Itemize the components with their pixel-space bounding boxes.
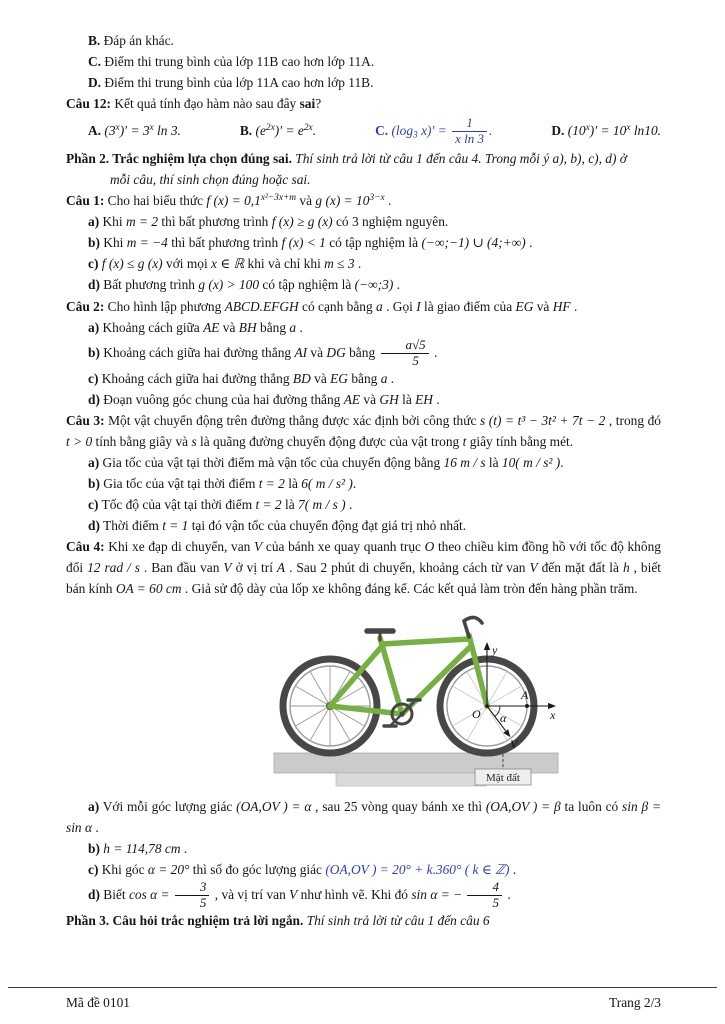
text-run: là (485, 454, 502, 470)
section-3-header (66, 910, 661, 931)
text-run: có cạnh bằng (298, 298, 377, 314)
answer-option-b (66, 30, 661, 51)
question-4-d (66, 880, 661, 910)
text-run: V (254, 539, 263, 555)
text-run: Câu 1: (66, 193, 105, 209)
question-3-d (66, 515, 661, 536)
text-run: t = 2 (255, 496, 282, 512)
text-run: 2x (265, 123, 275, 134)
answer-option-d (66, 72, 661, 93)
text-run: A. (88, 123, 105, 139)
text-run: DG (326, 344, 346, 360)
text-run: d) (88, 277, 100, 293)
text-run: Cho hai biểu thức (104, 193, 207, 209)
page-footer (66, 995, 661, 1011)
text-run: )′ = 10 (589, 123, 627, 139)
text-run: EG (515, 298, 534, 314)
text-run: . Giả sử độ dày của lốp xe không đáng kể. Các kết quả làm tròn đến hàng phần trăm. (181, 581, 638, 597)
text-run: Câu 2: (66, 298, 105, 314)
text-run: D. (551, 123, 568, 139)
text-run: f (x) = 0,1 (206, 193, 261, 209)
text-run: đến mặt đất là (537, 560, 623, 576)
question-2-c (66, 368, 661, 389)
text-run: A (276, 560, 286, 576)
page-number: Trang 2/3 (609, 995, 661, 1010)
fraction: $\frac{4}{5}$ (467, 880, 502, 910)
text-run: ? (315, 96, 322, 112)
text-run: như hình vẽ. Khi đó (297, 887, 412, 903)
text-run: . (352, 475, 357, 491)
ground-label-text: Mặt đất (486, 772, 520, 785)
doc-code: Mã đề 0101 (66, 995, 130, 1010)
text-run: Bất phương trình (99, 277, 199, 293)
question-3-stem (66, 410, 661, 452)
text-run: (OA,OV ) = β (485, 799, 561, 815)
text-run: (3 (104, 123, 116, 139)
point-a-dot (525, 704, 529, 708)
text-run: Thí sinh trả lời từ câu 1 đến câu 4. Trong mỗi ý a), b), c), d) ở (295, 151, 627, 167)
text-run: AE (343, 391, 361, 407)
text-run: I (416, 298, 421, 314)
point-label-o: O (472, 707, 481, 722)
text-run: Khi (99, 214, 126, 230)
text-run: a) (88, 454, 100, 470)
text-run: HF (552, 298, 571, 314)
text-run: là (398, 391, 416, 407)
text-run: . (384, 193, 392, 209)
text-run: g (x) = 10 (315, 193, 370, 209)
text-run: h (622, 560, 630, 576)
question-1-stem (66, 190, 661, 211)
text-run: c) (88, 862, 99, 878)
text-run: a) (88, 319, 100, 335)
section-2-header (66, 148, 661, 169)
question-2-stem (66, 296, 661, 317)
text-run: có tập nghiệm là (325, 235, 422, 251)
text-run: có tập nghiệm là (259, 277, 355, 293)
q12-option-b (240, 123, 316, 139)
text-run: V (223, 560, 232, 576)
text-run: )′ = 3 (119, 123, 150, 139)
text-run: , biết bán kính (66, 560, 662, 597)
text-run: C. (375, 123, 392, 139)
question-1-b (66, 232, 661, 253)
text-run: s (t) = t³ − 3t² + 7t − 2 (480, 412, 606, 428)
text-run: 10( m / s² ) (501, 454, 561, 470)
text-run: AI (294, 344, 308, 360)
text-run: d) (88, 391, 100, 407)
text-run: V (529, 560, 538, 576)
text-run: OA = 60 cm (115, 581, 182, 597)
text-run: Khi xe đạp di chuyển, van (104, 539, 255, 555)
text-run: (10 (567, 123, 586, 139)
text-run: sin α = − (411, 887, 466, 903)
text-run: Đáp án khác. (100, 33, 174, 48)
text-run: Điểm thi trung bình của lớp 11A cao hơn lớp 11B. (101, 75, 374, 91)
text-run: a) (88, 799, 100, 815)
q12-option-a (88, 123, 181, 139)
text-run: Phần 3. Câu hỏi trắc nghiệm trả lời ngắn. (66, 913, 307, 929)
text-run: giây tính bằng mét. (466, 433, 574, 449)
text-run: b) (88, 235, 100, 251)
text-run: GH (379, 391, 399, 407)
text-run: . Sau 2 phút di chuyển, khoảng cách từ van (285, 560, 530, 576)
text-run: Khoảng cách giữa hai đường thẳng (99, 344, 295, 360)
text-run: cos α = (128, 887, 173, 903)
text-run: . (345, 496, 353, 512)
text-run: x (115, 123, 120, 134)
text-run: và (310, 370, 331, 386)
bicycle-figure (262, 602, 582, 794)
question-1-d (66, 274, 661, 295)
handlebar (464, 618, 482, 638)
text-run: và (360, 391, 380, 407)
text-run: . (312, 123, 317, 139)
text-run: f (x) < 1 (281, 235, 326, 251)
footer-rule (8, 987, 717, 988)
text-run: d) (88, 518, 100, 533)
angle-label-alpha: α (500, 711, 507, 726)
text-run: Điểm thi trung bình của lớp 11B cao hơn lớp 11A. (101, 54, 375, 70)
question-4-figure (262, 602, 582, 794)
text-run: là quãng đường chuyển động được của vật trong (196, 433, 463, 449)
question-2-a (66, 317, 661, 338)
text-run: t = 1 (162, 518, 189, 533)
text-run: Khoảng cách giữa hai đường thẳng (98, 370, 293, 386)
text-run: h = 114,78 cm (103, 841, 181, 857)
text-run: . (570, 298, 578, 314)
text-run: . (560, 454, 564, 470)
text-run: và (533, 298, 553, 314)
text-run: là (284, 475, 302, 491)
text-run: Cho hình lập phương (104, 298, 225, 314)
text-run: , sau 25 vòng quay bánh xe thì (311, 799, 486, 815)
text-run: (e (255, 123, 266, 139)
text-run: sai (299, 96, 316, 112)
text-run: a (380, 370, 388, 386)
origin-dot (485, 704, 489, 708)
text-run: AE (203, 319, 220, 335)
question-4-stem (66, 536, 661, 599)
text-run: . (387, 370, 395, 386)
text-run: , trong đó (605, 412, 661, 428)
question-1-c (66, 253, 661, 274)
text-run: ln 3. (153, 123, 181, 139)
question-12-options (66, 115, 661, 147)
text-run: (−∞;−1) ∪ (4;+∞) (421, 235, 526, 251)
text-run: , và vị trí van (211, 887, 290, 903)
point-label-v: V (510, 737, 518, 752)
question-3-c (66, 494, 661, 515)
text-run: . (354, 256, 362, 272)
text-run: tính bằng giây và (92, 433, 192, 449)
axis-label-y: y (492, 643, 498, 658)
text-run: Gia tốc của vật tại thời điểm mà vận tốc của chuyển động bằng (99, 454, 444, 470)
question-2-b (66, 338, 661, 368)
y-axis-arrow (484, 642, 490, 650)
text-run: và (296, 193, 316, 209)
text-run: C. (88, 54, 102, 70)
question-2-d (66, 389, 661, 410)
text-run: mỗi câu, thí sinh chọn đúng hoặc sai. (110, 172, 311, 188)
answer-option-c (66, 51, 661, 72)
text-run: g (x) > 100 (198, 277, 260, 293)
text-run: . (525, 235, 533, 251)
text-run: x (626, 123, 631, 134)
text-run: ln10. (630, 123, 661, 139)
text-run: BD (292, 370, 311, 386)
text-run: . (430, 344, 438, 360)
text-run: d) (88, 887, 100, 903)
text-run: EH (415, 391, 433, 407)
text-run: m ≤ 3 (324, 256, 355, 272)
question-3-a (66, 452, 661, 473)
fraction: $\frac{a√5}{5}$ (381, 338, 429, 368)
text-run: Thời điểm (99, 518, 163, 533)
axis-label-x: x (550, 708, 556, 723)
text-run: Câu 3: (66, 412, 105, 428)
text-run: Kết quả tính đạo hàm nào sau đây (111, 96, 300, 112)
text-run: x (149, 123, 154, 134)
text-run: Với mỗi góc lượng giác (99, 799, 237, 815)
question-3-b (66, 473, 661, 494)
text-run: c) (88, 370, 99, 386)
text-run: thì bất phương trình (158, 214, 272, 230)
text-run: f (x) ≥ g (x) (271, 214, 333, 230)
q12-option-d (551, 123, 661, 139)
text-run: theo chiều kim đồng hồ với tốc độ không đổi (66, 539, 661, 576)
text-run: (log (391, 123, 414, 139)
text-run: t = 2 (258, 475, 285, 491)
text-run: (OA,OV ) = α (236, 799, 312, 815)
text-run: a (376, 298, 383, 314)
text-run: Khi góc (98, 862, 148, 878)
text-run: . (503, 887, 511, 903)
text-run: và (219, 319, 239, 335)
text-run: B. (88, 33, 101, 48)
text-run: và (307, 344, 327, 360)
text-run: . (180, 841, 188, 857)
text-run: b) (88, 841, 100, 857)
text-run: Phần 2. Trắc nghiệm lựa chọn đúng sai. (66, 151, 296, 167)
text-run: a) (88, 214, 100, 230)
text-run: )′ = e (274, 123, 304, 139)
text-run: là giao điểm của (420, 298, 516, 314)
text-run: 12 rad / s (87, 560, 140, 576)
text-run: Khi (99, 235, 127, 251)
text-run: Tốc độ của vật tại thời điểm (98, 496, 256, 512)
text-run: B. (239, 123, 256, 139)
text-run: b) (88, 344, 100, 360)
exam-content (66, 30, 661, 931)
text-run: 16 m / s (443, 454, 486, 470)
text-run: Khoảng cách giữa (99, 319, 204, 335)
text-run: x (585, 123, 590, 134)
text-run: 6( m / s² ) (301, 475, 353, 491)
text-run: m = 2 (125, 214, 159, 230)
text-run: m = −4 (126, 235, 168, 251)
text-run: . Gọi (382, 298, 417, 314)
text-run: Gia tốc của vật tại thời điểm (99, 475, 259, 491)
text-run: EG (330, 370, 348, 386)
text-run: x²−3x+m (260, 193, 297, 204)
question-1-a (66, 211, 661, 232)
text-run: s (191, 433, 197, 449)
text-run: Câu 12: (66, 96, 112, 112)
text-run: BH (238, 319, 257, 335)
text-run: . (509, 862, 517, 878)
text-run: 2x (303, 123, 313, 134)
text-run: của bánh xe quay quanh trục (262, 539, 425, 555)
text-run: Câu 4: (66, 539, 105, 555)
question-4-c (66, 859, 661, 880)
section-2-header-cont (66, 169, 661, 190)
text-run: . (393, 277, 400, 293)
point-label-a: A (521, 688, 529, 703)
text-run: có 3 nghiệm nguyên. (332, 214, 449, 230)
text-run: 3 (413, 130, 418, 141)
text-run: t > 0 (66, 433, 93, 449)
q12-option-c (375, 116, 492, 146)
text-run: . (432, 391, 440, 407)
text-run: x ∈ ℝ (211, 256, 245, 272)
text-run: ABCD.EFGH (224, 298, 299, 314)
text-run: thì số đo góc lượng giác (189, 862, 326, 878)
text-run: V (289, 887, 298, 903)
question-12-stem (66, 93, 661, 114)
text-run: . (92, 820, 99, 836)
text-run: khi và chỉ khi (244, 256, 325, 272)
text-run: t (462, 433, 467, 449)
text-run: là (281, 496, 298, 512)
text-run: . (489, 123, 493, 139)
text-run: ta luôn có (560, 799, 623, 815)
text-run: ( k ∈ ℤ) (464, 862, 510, 878)
text-run: c) (88, 496, 99, 512)
text-run: tại đó vận tốc của chuyển động đạt giá trị nhỏ nhất. (188, 518, 467, 533)
text-run: . (296, 319, 303, 335)
text-run: với mọi (162, 256, 212, 272)
question-4-b (66, 838, 661, 859)
fraction: $\frac{3}{5}$ (175, 880, 210, 910)
text-run: 3−x (369, 193, 385, 204)
text-run: bằng (347, 370, 381, 386)
text-run: b) (88, 475, 100, 491)
text-run: Đoạn vuông góc chung của hai đường thẳng (99, 391, 344, 407)
text-run: ở vị trí (231, 560, 277, 576)
text-run: sin β = sin α (66, 799, 661, 836)
text-run: thì bất phương trình (167, 235, 282, 251)
text-run: O (424, 539, 435, 555)
text-run: Một vật chuyển động trên đường thẳng được xác định bởi công thức (104, 412, 480, 428)
text-run: Thí sinh trả lời từ câu 1 đến câu 6 (306, 913, 490, 929)
fraction: $\frac{1}{\text{x ln 3}}$ (452, 116, 487, 146)
text-run: α = 20° (147, 862, 190, 878)
text-run: D. (88, 75, 102, 91)
text-run: c) (88, 256, 99, 272)
text-run: (−∞;3) (354, 277, 394, 293)
question-4-a (66, 796, 661, 838)
text-run: a (289, 319, 297, 335)
text-run: f (x) ≤ g (x) (101, 256, 163, 272)
text-run: bằng (345, 344, 379, 360)
text-run: 7( m / s ) (298, 496, 346, 512)
text-run: . Ban đầu van (139, 560, 224, 576)
text-run: bằng (256, 319, 290, 335)
text-run: (OA,OV ) = 20° + k.360° (325, 862, 462, 878)
text-run: Biết (99, 887, 129, 903)
text-run: x)′ = (417, 123, 451, 139)
